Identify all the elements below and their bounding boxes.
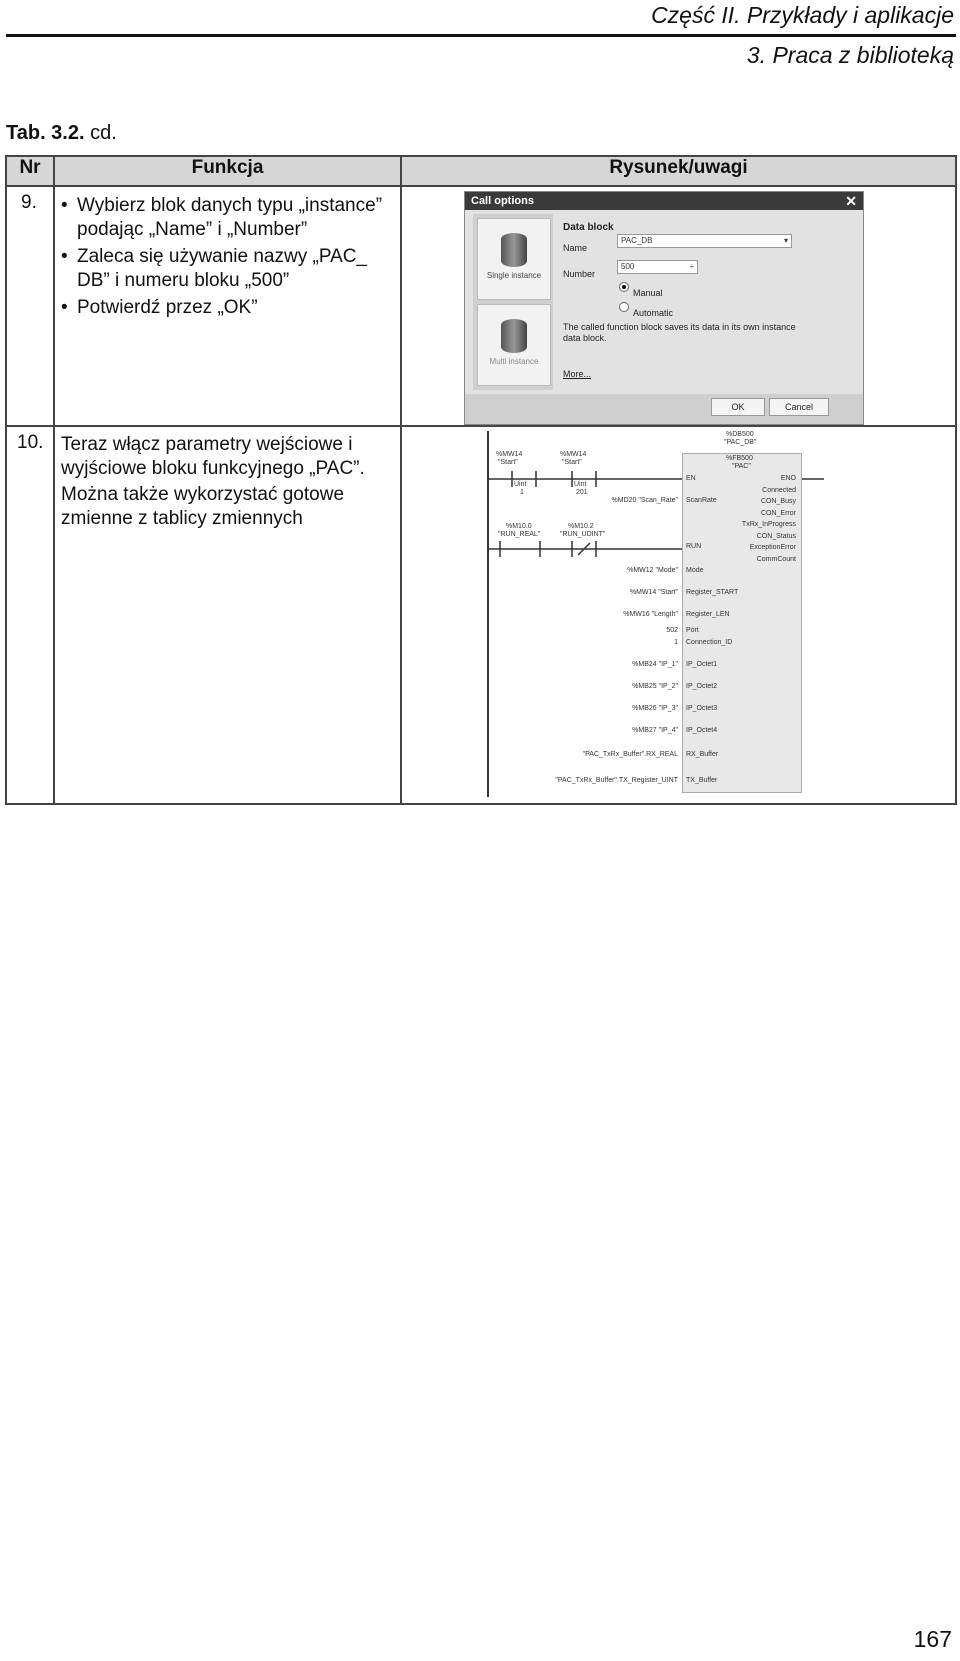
output-pin: Connected — [762, 486, 796, 494]
running-header-chapter: 3. Praca z biblioteką — [746, 42, 954, 68]
name-value: PAC_DB — [621, 236, 653, 245]
automatic-label: Automatic — [633, 308, 674, 318]
fb-address: %FB500 — [726, 455, 753, 462]
input-variable: %MW12 "Mode" — [627, 567, 678, 574]
stepper-icon: ÷ — [689, 262, 694, 271]
number-label: Number — [563, 269, 596, 279]
row-figure — [401, 186, 956, 426]
instruction-paragraph: Można także wykorzystać gotowe zmienne z tablicy zmiennych — [61, 484, 345, 529]
cancel-button: Cancel — [769, 398, 829, 416]
output-pin: CON_Error — [760, 509, 796, 517]
contact-4-address: %M10.2 — [568, 523, 594, 530]
more-link: More... — [563, 369, 592, 379]
contact-1-tag: "Start" — [498, 459, 518, 466]
input-pin: RX_Buffer — [686, 751, 719, 758]
input-variable: "PAC_TxRx_Buffer".TX_Register_UINT — [555, 777, 678, 784]
database-icon — [501, 319, 527, 353]
output-pin: TxRx_InProgress — [741, 521, 796, 528]
contact-1-type: Uint — [514, 481, 527, 488]
input-pin: TX_Buffer — [686, 777, 718, 784]
contact-2-address: %MW14 — [560, 451, 587, 458]
output-pin: CON_Busy — [760, 498, 796, 505]
output-pin: CON_Status — [756, 532, 796, 540]
input-variable: %MW14 "Start" — [629, 589, 678, 596]
input-pin: Register_START — [686, 589, 739, 596]
contact-4-tag: "RUN_UDINT" — [560, 531, 606, 538]
table-caption-rest: cd. — [84, 122, 117, 144]
input-variable: %MB26 "IP_3" — [632, 705, 678, 712]
contact-1-value: 1 — [520, 489, 524, 496]
table-row — [6, 186, 956, 426]
contact-2-value: 201 — [576, 489, 588, 496]
input-pin: IP_Octet4 — [686, 727, 718, 734]
contact-2-type: Uint — [574, 481, 587, 488]
dialog-title: Call options — [471, 195, 534, 207]
output-pin: ENO — [780, 475, 796, 482]
automatic-radio — [619, 302, 629, 312]
col-header-figure: Rysunek/uwagi — [401, 156, 956, 186]
number-value: 500 — [621, 262, 635, 271]
name-label: Name — [563, 243, 588, 253]
output-pin: ExceptionError — [749, 544, 796, 551]
list-item: • Potwierdź przez „OK” — [61, 296, 394, 320]
multi-instance-label: Multi instance — [489, 357, 539, 366]
data-block-heading: Data block — [563, 222, 614, 233]
bullet-list — [61, 194, 394, 320]
instruction-paragraph: Teraz włącz parametry wejściowe i wyjściowe bloku funkcyjnego „PAC”. — [61, 434, 365, 479]
dialog-title-bar — [465, 192, 863, 210]
close-icon: ✕ — [845, 193, 857, 209]
dialog-description: The called function block saves its data in its own instance data block. — [563, 322, 796, 343]
ladder-diagram-screenshot — [464, 431, 884, 797]
output-pin: CommCount — [756, 555, 796, 563]
number-field — [617, 260, 698, 274]
list-item: • Wybierz blok danych typu „instance” podając „Name” i „Number” — [61, 194, 394, 242]
input-pin: IP_Octet3 — [686, 705, 718, 712]
input-pin: IP_Octet2 — [686, 683, 718, 690]
input-variable: %MB24 "IP_1" — [632, 661, 678, 668]
table-header-row — [6, 156, 956, 186]
db-name: "PAC_DB" — [724, 439, 757, 446]
steps-table — [5, 155, 957, 805]
row-function — [54, 186, 401, 426]
row-number: 10. — [6, 426, 54, 804]
chevron-down-icon: ▾ — [783, 236, 788, 245]
input-variable: "PAC_TxRx_Buffer".RX_REAL — [582, 751, 678, 758]
table-caption-number: Tab. 3.2. — [6, 122, 85, 144]
input-variable: 502 — [666, 627, 678, 634]
row-figure — [401, 426, 956, 804]
fb-name: "PAC" — [732, 463, 751, 470]
page-number: 167 — [913, 1626, 952, 1652]
manual-label: Manual — [633, 288, 663, 298]
table-caption — [6, 122, 117, 145]
table-row — [6, 426, 956, 804]
contact-3-tag: "RUN_REAL" — [498, 531, 541, 538]
manual-radio — [619, 282, 629, 292]
database-icon — [501, 233, 527, 267]
col-header-function: Funkcja — [54, 156, 401, 186]
single-instance-label: Single instance — [486, 271, 542, 280]
call-options-dialog-screenshot — [464, 191, 864, 425]
input-variable: %MW16 "Length" — [623, 611, 678, 618]
contact-3-address: %M10.0 — [506, 523, 532, 530]
col-header-nr: Nr — [6, 156, 54, 186]
row-function — [54, 426, 401, 804]
single-instance-option — [477, 218, 551, 300]
input-pin: Connection_ID — [686, 639, 733, 646]
input-pin: ScanRate — [686, 497, 717, 504]
db-address: %DB500 — [726, 431, 754, 438]
multi-instance-option — [477, 304, 551, 386]
input-pin: Port — [686, 627, 699, 634]
en-pin: EN — [686, 475, 696, 482]
input-pin: Register_LEN — [686, 611, 730, 618]
input-pin: Mode — [686, 567, 704, 574]
header-rule — [6, 34, 956, 37]
contact-2-tag: "Start" — [562, 459, 582, 466]
input-variable: %MB25 "IP_2" — [632, 683, 678, 690]
input-variable: %MB27 "IP_4" — [632, 727, 678, 734]
row-number: 9. — [6, 186, 54, 426]
input-pin: IP_Octet1 — [686, 661, 718, 668]
input-pin: RUN — [686, 543, 702, 550]
input-variable: 1 — [674, 639, 678, 646]
name-field — [617, 234, 792, 248]
list-item: • Zaleca się używanie nazwy „PAC_ DB” i numeru bloku „500” — [61, 245, 394, 293]
contact-1-address: %MW14 — [496, 451, 523, 458]
ok-button: OK — [711, 398, 765, 416]
running-header-part: Część II. Przykłady i aplikacje — [651, 2, 954, 28]
instance-type-panel — [473, 214, 553, 390]
input-variable: %MD20 "Scan_Rate" — [611, 497, 678, 504]
